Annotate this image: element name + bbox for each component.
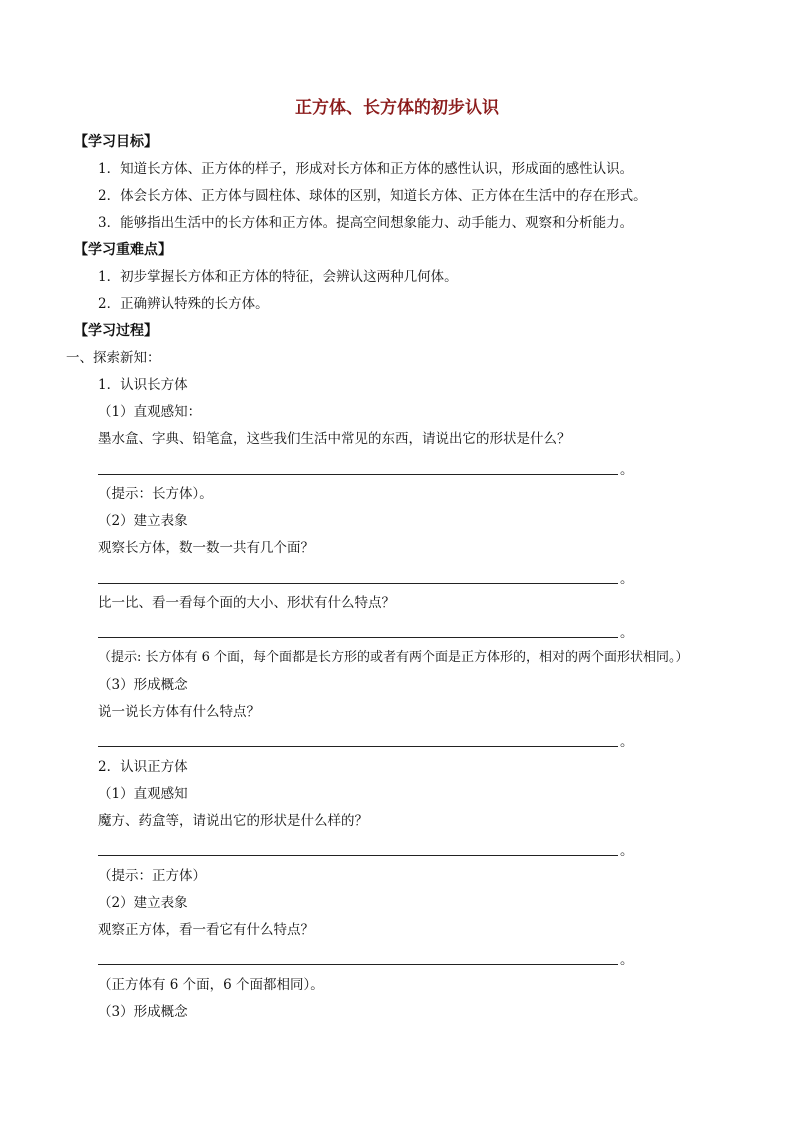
cube-section-title: 2．认识正方体 [98, 759, 188, 775]
answer-period-1: 。 [620, 462, 634, 478]
cube-question-2: 观察正方体，看一看它有什么特点？ [98, 922, 314, 938]
key-points-heading: 【学习重难点】 [74, 242, 172, 258]
cuboid-hint-2: （提示: 长方体有 6 个面，每个面都是长方形的或者有两个面是正方体形的，相对的两个面形状相同。） [98, 650, 689, 665]
answer-period-6: 。 [620, 952, 634, 968]
cuboid-step-3: （3）形成概念 [98, 677, 188, 693]
answer-blank-2[interactable] [98, 583, 618, 584]
answer-period-4: 。 [620, 734, 634, 750]
page-title: 正方体、长方体的初步认识 [295, 98, 499, 118]
answer-blank-3[interactable] [98, 637, 618, 638]
goal-item-3: 3．能够指出生活中的长方体和正方体。提高空间想象能力、动手能力、观察和分析能力。 [98, 215, 634, 231]
answer-blank-4[interactable] [98, 746, 618, 747]
cuboid-step-1: （1）直观感知： [98, 404, 202, 420]
answer-blank-6[interactable] [98, 964, 618, 965]
answer-blank-5[interactable] [98, 855, 618, 856]
answer-period-3: 。 [620, 625, 634, 641]
cuboid-question-4: 说一说长方体有什么特点？ [98, 704, 260, 720]
cuboid-question-1: 墨水盒、字典、铅笔盒，这些我们生活中常见的东西，请说出它的形状是什么？ [98, 431, 571, 447]
cuboid-section-title: 1．认识长方体 [98, 377, 188, 393]
cube-hint-1: （提示：正方体） [98, 868, 206, 884]
cuboid-hint-1: （提示：长方体）。 [98, 486, 213, 502]
cube-question-1: 魔方、药盒等，请说出它的形状是什么样的？ [98, 813, 368, 829]
cube-step-2: （2）建立表象 [98, 895, 188, 911]
process-heading: 【学习过程】 [74, 323, 158, 339]
answer-blank-1[interactable] [98, 474, 618, 475]
goal-item-2: 2．体会长方体、正方体与圆柱体、球体的区别，知道长方体、正方体在生活中的存在形式。 [98, 188, 647, 204]
cube-step-3: （3）形成概念 [98, 1004, 188, 1020]
goals-heading: 【学习目标】 [74, 134, 158, 150]
cuboid-question-3: 比一比、看一看每个面的大小、形状有什么特点？ [98, 595, 395, 611]
cube-hint-2: （正方体有 6 个面，6 个面都相同）。 [98, 977, 324, 993]
answer-period-5: 。 [620, 843, 634, 859]
cuboid-question-2: 观察长方体，数一数一共有几个面？ [98, 540, 314, 556]
part-one-label: 一、探索新知： [66, 350, 161, 366]
answer-period-2: 。 [620, 571, 634, 587]
key-point-1: 1．初步掌握长方体和正方体的特征，会辨认这两种几何体。 [98, 269, 458, 285]
cuboid-step-2: （2）建立表象 [98, 513, 188, 529]
cube-step-1: （1）直观感知 [98, 786, 188, 802]
goal-item-1: 1．知道长方体、正方体的样子，形成对长方体和正方体的感性认识，形成面的感性认识。 [98, 161, 634, 177]
key-point-2: 2．正确辨认特殊的长方体。 [98, 296, 269, 312]
